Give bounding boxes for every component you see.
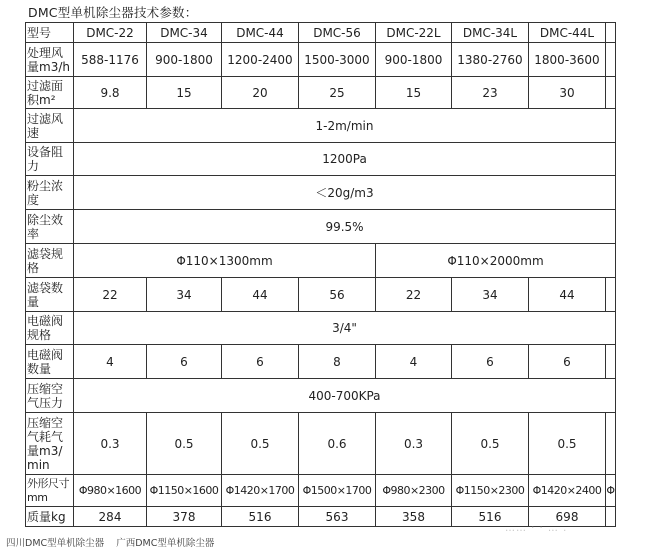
row-label: 电磁阀数量 [26,345,74,379]
table-cell: 6 [529,345,606,379]
table-cell: 0.5 [452,413,529,475]
table-cell: 0.3 [376,413,452,475]
table-cell: 1380-2760 [452,43,529,77]
row-label: 压缩空气压力 [26,379,74,413]
image-caption: 四川DMC型单机除尘器 广西DMC型单机除尘器 [6,538,215,549]
table-cell: 358 [376,507,452,527]
table-row [26,413,616,475]
header-cell [606,23,616,43]
table-cell: 56 [299,278,376,312]
table-cell: 400-700KPa [74,379,616,413]
table-cell: 34 [452,278,529,312]
header-cell: DMC-44L [529,23,606,43]
table-cell: 25 [299,77,376,109]
table-cell: 0.5 [529,413,606,475]
table-cell: 44 [529,278,606,312]
table-row [26,143,616,176]
row-label: 外形尺寸mm [26,475,74,507]
table-cell: 284 [74,507,147,527]
header-cell: DMC-22L [376,23,452,43]
table-row [26,109,616,143]
table-cell [606,413,616,475]
table-cell: 6 [222,345,299,379]
table-cell: Φ980×1600 [74,475,147,507]
row-label: 设备阻力 [26,143,74,176]
table-cell: 1-2m/min [74,109,616,143]
header-cell: DMC-44 [222,23,299,43]
table-cell: 900-1800 [147,43,222,77]
table-cell: 44 [222,278,299,312]
table-cell: 8 [299,345,376,379]
table-cell: 1500-3000 [299,43,376,77]
row-label: 过滤风速 [26,109,74,143]
table-cell: ＜20g/m3 [74,176,616,210]
table-cell: 3/4" [74,312,616,345]
table-cell: 30 [529,77,606,109]
header-row [26,23,616,43]
table-cell: 1200-2400 [222,43,299,77]
row-label: 粉尘浓度 [26,176,74,210]
table-cell: 588-1176 [74,43,147,77]
table-row [26,244,616,278]
table-cell [606,507,616,527]
table-cell: Φ1420×2400 [529,475,606,507]
table-cell: 22 [376,278,452,312]
table-row [26,475,616,507]
table-row [26,345,616,379]
row-label: 压缩空气耗气量m3/min [26,413,74,475]
table-cell: 9.8 [74,77,147,109]
table-cell: 22 [74,278,147,312]
header-cell: DMC-22 [74,23,147,43]
table-row [26,379,616,413]
table-cell: Φ1420×1700 [222,475,299,507]
table-cell: 6 [147,345,222,379]
table-cell: 900-1800 [376,43,452,77]
table-cell: 0.6 [299,413,376,475]
table-cell: 1800-3600 [529,43,606,77]
table-row [26,43,616,77]
table-cell: Φ110×2000mm [376,244,616,278]
table-cell: 0.5 [222,413,299,475]
table-cell [606,77,616,109]
table-row [26,77,616,109]
table-cell [606,43,616,77]
header-cell: DMC-34L [452,23,529,43]
table-cell: 15 [147,77,222,109]
table-cell: 4 [376,345,452,379]
row-label: 除尘效率 [26,210,74,244]
row-label: 质量kg [26,507,74,527]
table-cell: 4 [74,345,147,379]
table-cell: 99.5% [74,210,616,244]
table-cell: 23 [452,77,529,109]
table-cell: Φ1150×1600 [147,475,222,507]
table-cell: 0.5 [147,413,222,475]
table-cell: 516 [222,507,299,527]
table-cell: Φ1150×2300 [452,475,529,507]
table-cell: 516 [452,507,529,527]
table-cell: Φ [606,475,616,507]
row-label: 处理风量m3/h [26,43,74,77]
watermark: …… · · … . [505,523,568,534]
table-row [26,176,616,210]
row-label: 滤袋规格 [26,244,74,278]
table-cell: 378 [147,507,222,527]
header-cell: 型号 [26,23,74,43]
row-label: 电磁阀规格 [26,312,74,345]
table-cell [606,278,616,312]
table-cell: 20 [222,77,299,109]
table-cell: Φ110×1300mm [74,244,376,278]
table-cell: Φ1500×1700 [299,475,376,507]
table-row [26,210,616,244]
table-cell: 34 [147,278,222,312]
header-cell: DMC-34 [147,23,222,43]
table-row [26,278,616,312]
table-cell: 6 [452,345,529,379]
row-label: 过滤面积m² [26,77,74,109]
table-cell [606,345,616,379]
table-cell: Φ980×2300 [376,475,452,507]
table-row [26,312,616,345]
table-cell: 1200Pa [74,143,616,176]
row-label: 滤袋数量 [26,278,74,312]
table-cell: 698 [529,507,606,527]
table-cell: 563 [299,507,376,527]
table-cell: 0.3 [74,413,147,475]
spec-table [25,22,616,527]
header-cell: DMC-56 [299,23,376,43]
document-title: DMC型单机除尘器技术参数： [28,5,198,20]
table-cell: 15 [376,77,452,109]
